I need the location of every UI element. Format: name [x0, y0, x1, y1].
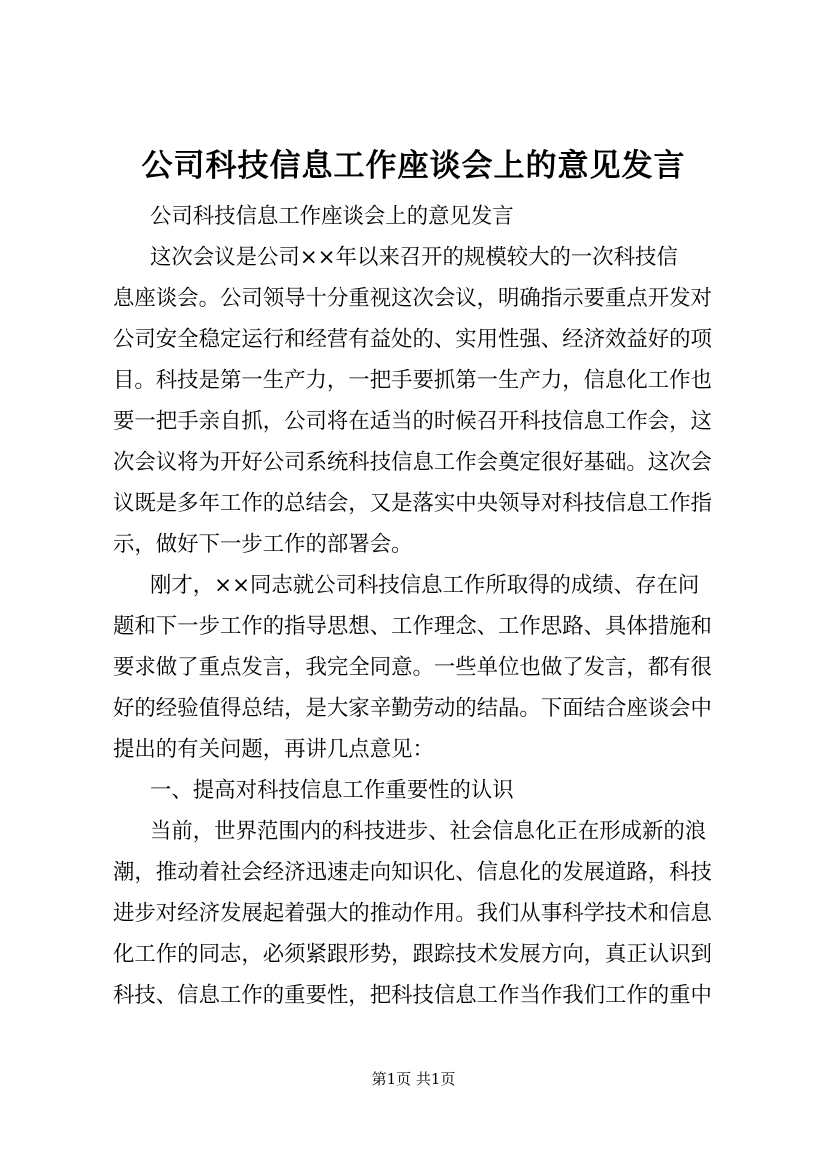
paragraph-3-line-3: 进步对经济发展起着强大的推动作用。我们从事科学技术和信息: [113, 901, 712, 926]
paragraph-3-line-5: 科技、信息工作的重要性，把科技信息工作当作我们工作的重中: [113, 983, 712, 1008]
paragraph-1-line-3: 公司安全稳定运行和经营有益处的、实用性强、经济效益好的项: [113, 327, 712, 352]
page-number-footer: 第1页 共1页: [371, 1070, 456, 1088]
paragraph-1-line-7: 议既是多年工作的总结会，又是落实中央领导对科技信息工作指: [113, 491, 712, 516]
paragraph-2-line-1: 刚才，××同志就公司科技信息工作所取得的成绩、存在问: [150, 573, 700, 598]
paragraph-2-line-4: 好的经验值得总结，是大家辛勤劳动的结晶。下面结合座谈会中: [113, 696, 712, 721]
paragraph-3-line-4: 化工作的同志，必须紧跟形势，跟踪技术发展方向，真正认识到: [113, 942, 712, 967]
paragraph-1-line-6: 次会议将为开好公司系统科技信息工作会奠定很好基础。这次会: [113, 450, 712, 475]
paragraph-2-line-5: 提出的有关问题，再讲几点意见：: [113, 737, 434, 762]
subtitle-line: 公司科技信息工作座谈会上的意见发言: [150, 204, 514, 229]
paragraph-1-line-5: 要一把手亲自抓，公司将在适当的时候召开科技信息工作会，这: [113, 409, 712, 434]
paragraph-1-line-8: 示，做好下一步工作的部署会。: [113, 532, 413, 557]
paragraph-2-line-2: 题和下一步工作的指导思想、工作理念、工作思路、具体措施和: [113, 614, 712, 639]
document-body: [113, 196, 723, 1016]
paragraph-1-line-4: 目。科技是第一生产力，一把手要抓第一生产力，信息化工作也: [113, 368, 712, 393]
section-heading-1: 一、提高对科技信息工作重要性的认识: [150, 778, 514, 803]
paragraph-3-line-1: 当前，世界范围内的科技进步、社会信息化正在形成新的浪: [150, 819, 707, 844]
paragraph-1-line-1: 这次会议是公司××年以来召开的规模较大的一次科技信: [150, 245, 678, 270]
paragraph-3-line-2: 潮，推动着社会经济迅速走向知识化、信息化的发展道路，科技: [113, 860, 712, 885]
paragraph-2-line-3: 要求做了重点发言，我完全同意。一些单位也做了发言，都有很: [113, 655, 712, 680]
paragraph-1-line-2: 息座谈会。公司领导十分重视这次会议，明确指示要重点开发对: [113, 286, 712, 311]
document-title: 公司科技信息工作座谈会上的意见发言: [141, 148, 686, 184]
